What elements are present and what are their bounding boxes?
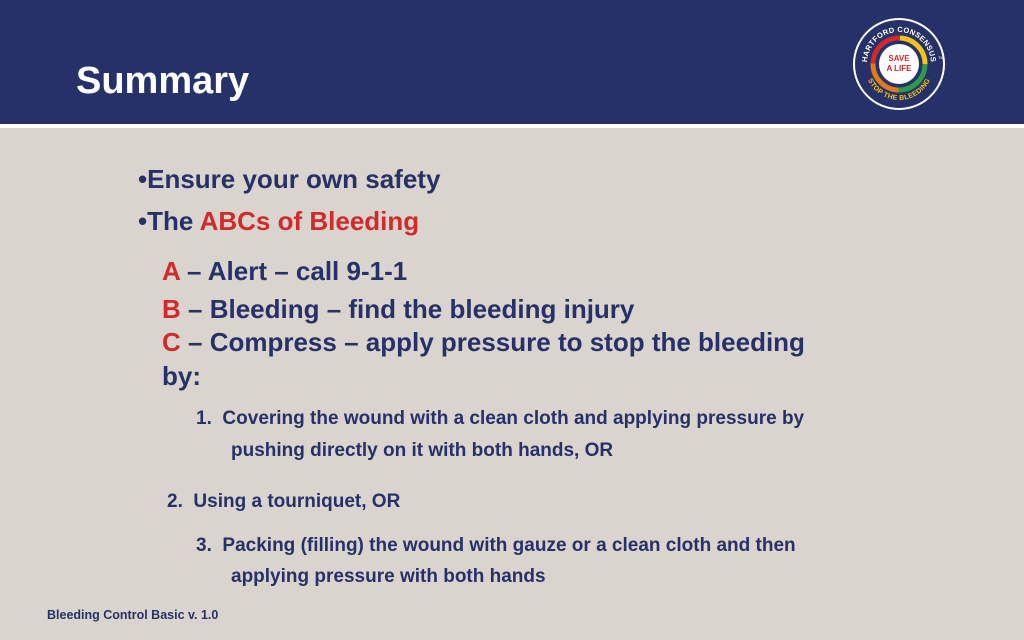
footer-version: Bleeding Control Basic v. 1.0 [47, 608, 219, 622]
abc-item-compress: C – Compress – apply pressure to stop the bleeding [162, 327, 805, 357]
svg-text:SAVE: SAVE [888, 54, 910, 63]
abc-item-alert: A – Alert – call 9-1-1 [162, 256, 408, 286]
bullet-ensure-safety: •Ensure your own safety [138, 164, 441, 194]
svg-text:STOP THE BLEEDING: STOP THE BLEEDING [866, 77, 932, 103]
abc-item-compress-continuation: by: [162, 361, 201, 391]
method-2: 2. Using a tourniquet, OR [167, 491, 401, 512]
svg-text:TM: TM [938, 55, 944, 60]
method-1: 1. Covering the wound with a clean cloth and applying pressure by [196, 408, 805, 429]
slide-title: Summary [76, 60, 250, 102]
method-3: 3. Packing (filling) the wound with gauze or a clean cloth and then [196, 535, 796, 556]
svg-text:HARTFORD CONSENSUS: HARTFORD CONSENSUS [859, 24, 939, 63]
method-3-continuation: applying pressure with both hands [231, 566, 546, 587]
abc-item-bleeding: B – Bleeding – find the bleeding injury [162, 294, 635, 324]
hartford-consensus-logo [851, 16, 947, 112]
bullet-abcs: •The ABCs of Bleeding [138, 206, 420, 236]
svg-text:A LIFE: A LIFE [886, 64, 912, 73]
method-1-continuation: pushing directly on it with both hands, OR [231, 440, 614, 461]
header-divider [0, 124, 1024, 128]
